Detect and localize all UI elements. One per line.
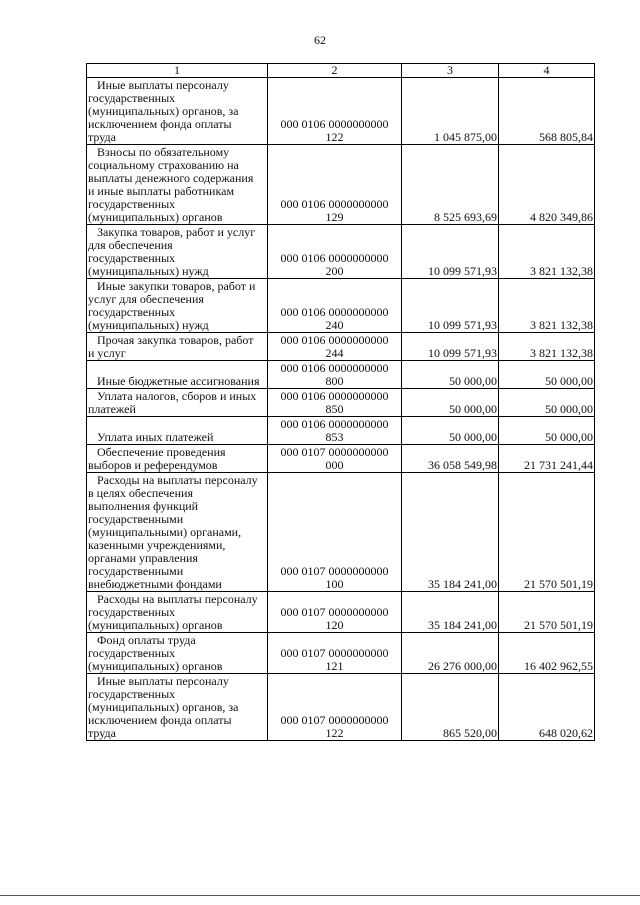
table-row [87, 361, 595, 389]
amount-col4-cell: 16 402 962,55 [499, 633, 595, 674]
expense-name-cell: Иные выплаты персоналу государственных (муниципальных) органов, за исключением фонда оплаты труда [87, 674, 268, 741]
budget-code-cell: 000 0106 0000000000 244 [268, 333, 402, 361]
budget-table [86, 63, 595, 741]
amount-col4-cell: 50 000,00 [499, 389, 595, 417]
amount-col4-cell: 3 821 132,38 [499, 279, 595, 333]
expense-name-cell: Обеспечение проведения выборов и референдумов [87, 445, 268, 473]
amount-col3-cell: 36 058 549,98 [402, 445, 499, 473]
expense-name-cell: Расходы на выплаты персоналу в целях обеспечения выполнения функций государственными (муниципальными) органами, казенными учреждениями, органами управления государственными внебюджетными фондами [87, 473, 268, 592]
table-row [87, 333, 595, 361]
table-row [87, 78, 595, 145]
budget-code-cell: 000 0106 0000000000 129 [268, 145, 402, 225]
expense-name-cell: Прочая закупка товаров, работ и услуг [87, 333, 268, 361]
expense-name-cell: Уплата иных платежей [87, 417, 268, 445]
budget-code-cell: 000 0107 0000000000 121 [268, 633, 402, 674]
amount-col4-cell: 21 731 241,44 [499, 445, 595, 473]
expense-name-cell: Закупка товаров, работ и услуг для обеспечения государственных (муниципальных) нужд [87, 225, 268, 279]
amount-col3-cell: 35 184 241,00 [402, 592, 499, 633]
table-row [87, 279, 595, 333]
header-row [87, 64, 595, 78]
amount-col4-cell: 21 570 501,19 [499, 473, 595, 592]
budget-code-cell: 000 0106 0000000000 122 [268, 78, 402, 145]
budget-code-cell: 000 0107 0000000000 120 [268, 592, 402, 633]
budget-code-cell: 000 0107 0000000000 000 [268, 445, 402, 473]
amount-col4-cell: 3 821 132,38 [499, 333, 595, 361]
amount-col3-cell: 50 000,00 [402, 361, 499, 389]
budget-code-cell: 000 0106 0000000000 853 [268, 417, 402, 445]
budget-code-cell: 000 0106 0000000000 850 [268, 389, 402, 417]
budget-code-cell: 000 0107 0000000000 122 [268, 674, 402, 741]
amount-col4-cell: 50 000,00 [499, 417, 595, 445]
amount-col4-cell: 648 020,62 [499, 674, 595, 741]
expense-name-cell: Иные закупки товаров, работ и услуг для обеспечения государственных (муниципальных) нужд [87, 279, 268, 333]
amount-col3-cell: 865 520,00 [402, 674, 499, 741]
budget-code-cell: 000 0106 0000000000 240 [268, 279, 402, 333]
amount-col3-cell: 8 525 693,69 [402, 145, 499, 225]
table-row [87, 633, 595, 674]
amount-col3-cell: 10 099 571,93 [402, 225, 499, 279]
amount-col3-cell: 1 045 875,00 [402, 78, 499, 145]
table-row [87, 389, 595, 417]
table-row [87, 674, 595, 741]
page-bottom-rule [0, 895, 640, 896]
table-row [87, 145, 595, 225]
column-header-4: 4 [499, 64, 595, 78]
amount-col3-cell: 10 099 571,93 [402, 279, 499, 333]
expense-name-cell: Иные бюджетные ассигнования [87, 361, 268, 389]
page-number: 62 [314, 33, 326, 47]
amount-col3-cell: 10 099 571,93 [402, 333, 499, 361]
expense-name-cell: Иные выплаты персоналу государственных (муниципальных) органов, за исключением фонда оплаты труда [87, 78, 268, 145]
amount-col3-cell: 50 000,00 [402, 389, 499, 417]
budget-code-cell: 000 0106 0000000000 800 [268, 361, 402, 389]
table-body [87, 78, 595, 741]
amount-col4-cell: 3 821 132,38 [499, 225, 595, 279]
table-row [87, 445, 595, 473]
table-row [87, 592, 595, 633]
table-header [87, 64, 595, 78]
amount-col4-cell: 50 000,00 [499, 361, 595, 389]
table-row [87, 225, 595, 279]
amount-col4-cell: 4 820 349,86 [499, 145, 595, 225]
table-row [87, 417, 595, 445]
budget-code-cell: 000 0107 0000000000 100 [268, 473, 402, 592]
amount-col3-cell: 26 276 000,00 [402, 633, 499, 674]
amount-col3-cell: 35 184 241,00 [402, 473, 499, 592]
expense-name-cell: Уплата налогов, сборов и иных платежей [87, 389, 268, 417]
expense-name-cell: Взносы по обязательному социальному страхованию на выплаты денежного содержания и иные выплаты работникам государственных (муниципальных) органов [87, 145, 268, 225]
column-header-2: 2 [268, 64, 402, 78]
table-row [87, 473, 595, 592]
column-header-3: 3 [402, 64, 499, 78]
expense-name-cell: Расходы на выплаты персоналу государственных (муниципальных) органов [87, 592, 268, 633]
column-header-1: 1 [87, 64, 268, 78]
amount-col4-cell: 568 805,84 [499, 78, 595, 145]
amount-col4-cell: 21 570 501,19 [499, 592, 595, 633]
amount-col3-cell: 50 000,00 [402, 417, 499, 445]
expense-name-cell: Фонд оплаты труда государственных (муниципальных) органов [87, 633, 268, 674]
budget-code-cell: 000 0106 0000000000 200 [268, 225, 402, 279]
